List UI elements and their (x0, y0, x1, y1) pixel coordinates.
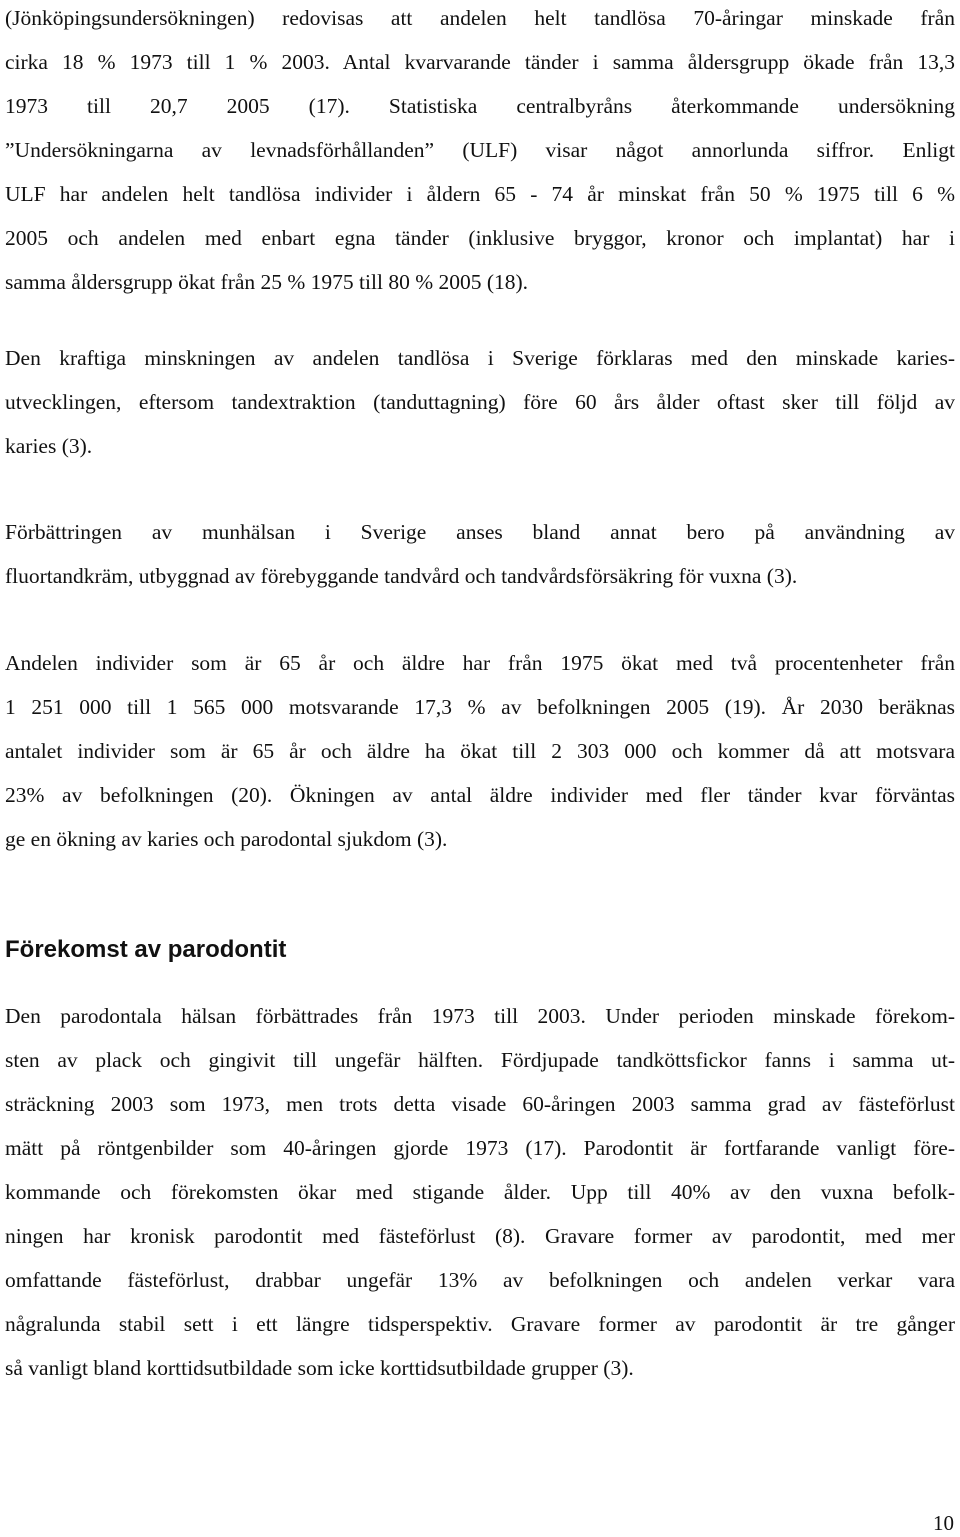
text-line: Andelen individer som är 65 år och äldre har från 1975 ökat med två procentenheter från (5, 651, 955, 675)
text-line: ge en ökning av karies och parodontal sjukdom (3). (5, 827, 448, 851)
text-line: omfattande fästeförlust, drabbar ungefär 13% av befolkningen och andelen verkar vara (5, 1268, 955, 1292)
text-line: karies (3). (5, 434, 93, 458)
section-heading: Förekomst av parodontit (5, 936, 287, 963)
text-line: cirka 18 % 1973 till 1 % 2003. Antal kvarvarande tänder i samma åldersgrupp ökade från 13,3 (5, 50, 955, 74)
page-number: 10 (933, 1511, 954, 1535)
text-line: ULF har andelen helt tandlösa individer i åldern 65 - 74 år minskat från 50 % 1975 till 6 % (5, 182, 955, 206)
text-line: utvecklingen, eftersom tandextraktion (tanduttagning) före 60 års ålder oftast sker till följd av (5, 390, 955, 414)
text-line: Den kraftiga minskningen av andelen tandlösa i Sverige förklaras med den minskade karies- (5, 346, 955, 370)
text-line: 23% av befolkningen (20). Ökningen av antal äldre individer med fler tänder kvar förväntas (5, 783, 955, 807)
text-line: sten av plack och gingivit till ungefär hälften. Fördjupade tandköttsfickor fanns i samma ut- (5, 1048, 955, 1072)
text-line: antalet individer som är 65 år och äldre ha ökat till 2 303 000 och kommer då att motsvara (5, 739, 955, 763)
text-line: kommande och förekomsten ökar med stigande ålder. Upp till 40% av den vuxna befolk- (5, 1180, 955, 1204)
paragraph-minskning (5, 336, 955, 468)
paragraph-parodontit (5, 994, 955, 1390)
text-line: (Jönköpingsundersökningen) redovisas att andelen helt tandlösa 70-åringar minskade från (5, 6, 955, 30)
text-line: ningen har kronisk parodontit med fästeförlust (8). Gravare former av parodontit, med mer (5, 1224, 955, 1248)
text-line: Den parodontala hälsan förbättrades från 1973 till 2003. Under perioden minskade förekom- (5, 1004, 955, 1028)
text-line: Förbättringen av munhälsan i Sverige anses bland annat bero på användning av (5, 520, 955, 544)
paragraph-aldre-befolkning (5, 641, 955, 861)
text-line: mätt på röntgenbilder som 40-åringen gjorde 1973 (17). Parodontit är fortfarande vanligt före- (5, 1136, 955, 1160)
text-line: 1 251 000 till 1 565 000 motsvarande 17,3 % av befolkningen 2005 (19). År 2030 beräknas (5, 695, 955, 719)
paragraph-forbattring (5, 510, 955, 598)
text-line: så vanligt bland korttidsutbildade som icke korttidsutbildade grupper (3). (5, 1356, 634, 1380)
text-line: 2005 och andelen med enbart egna tänder (inklusive bryggor, kronor och implantat) har i (5, 226, 955, 250)
text-line: samma åldersgrupp ökat från 25 % 1975 till 80 % 2005 (18). (5, 270, 529, 294)
text-line: sträckning 2003 som 1973, men trots detta visade 60-åringen 2003 samma grad av fästeförlust (5, 1092, 955, 1116)
text-line: ”Undersökningarna av levnadsförhållanden” (ULF) visar något annorlunda siffror. Enligt (5, 138, 955, 162)
text-line: 1973 till 20,7 2005 (17). Statistiska centralbyråns återkommande undersökning (5, 94, 955, 118)
paragraph-tandloshet (5, 0, 955, 304)
text-line: någralunda stabil sett i ett längre tidsperspektiv. Gravare former av parodontit är tre gånger (5, 1312, 955, 1336)
text-line: fluortandkräm, utbyggnad av förebyggande tandvård och tandvårdsförsäkring för vuxna (3). (5, 564, 798, 588)
